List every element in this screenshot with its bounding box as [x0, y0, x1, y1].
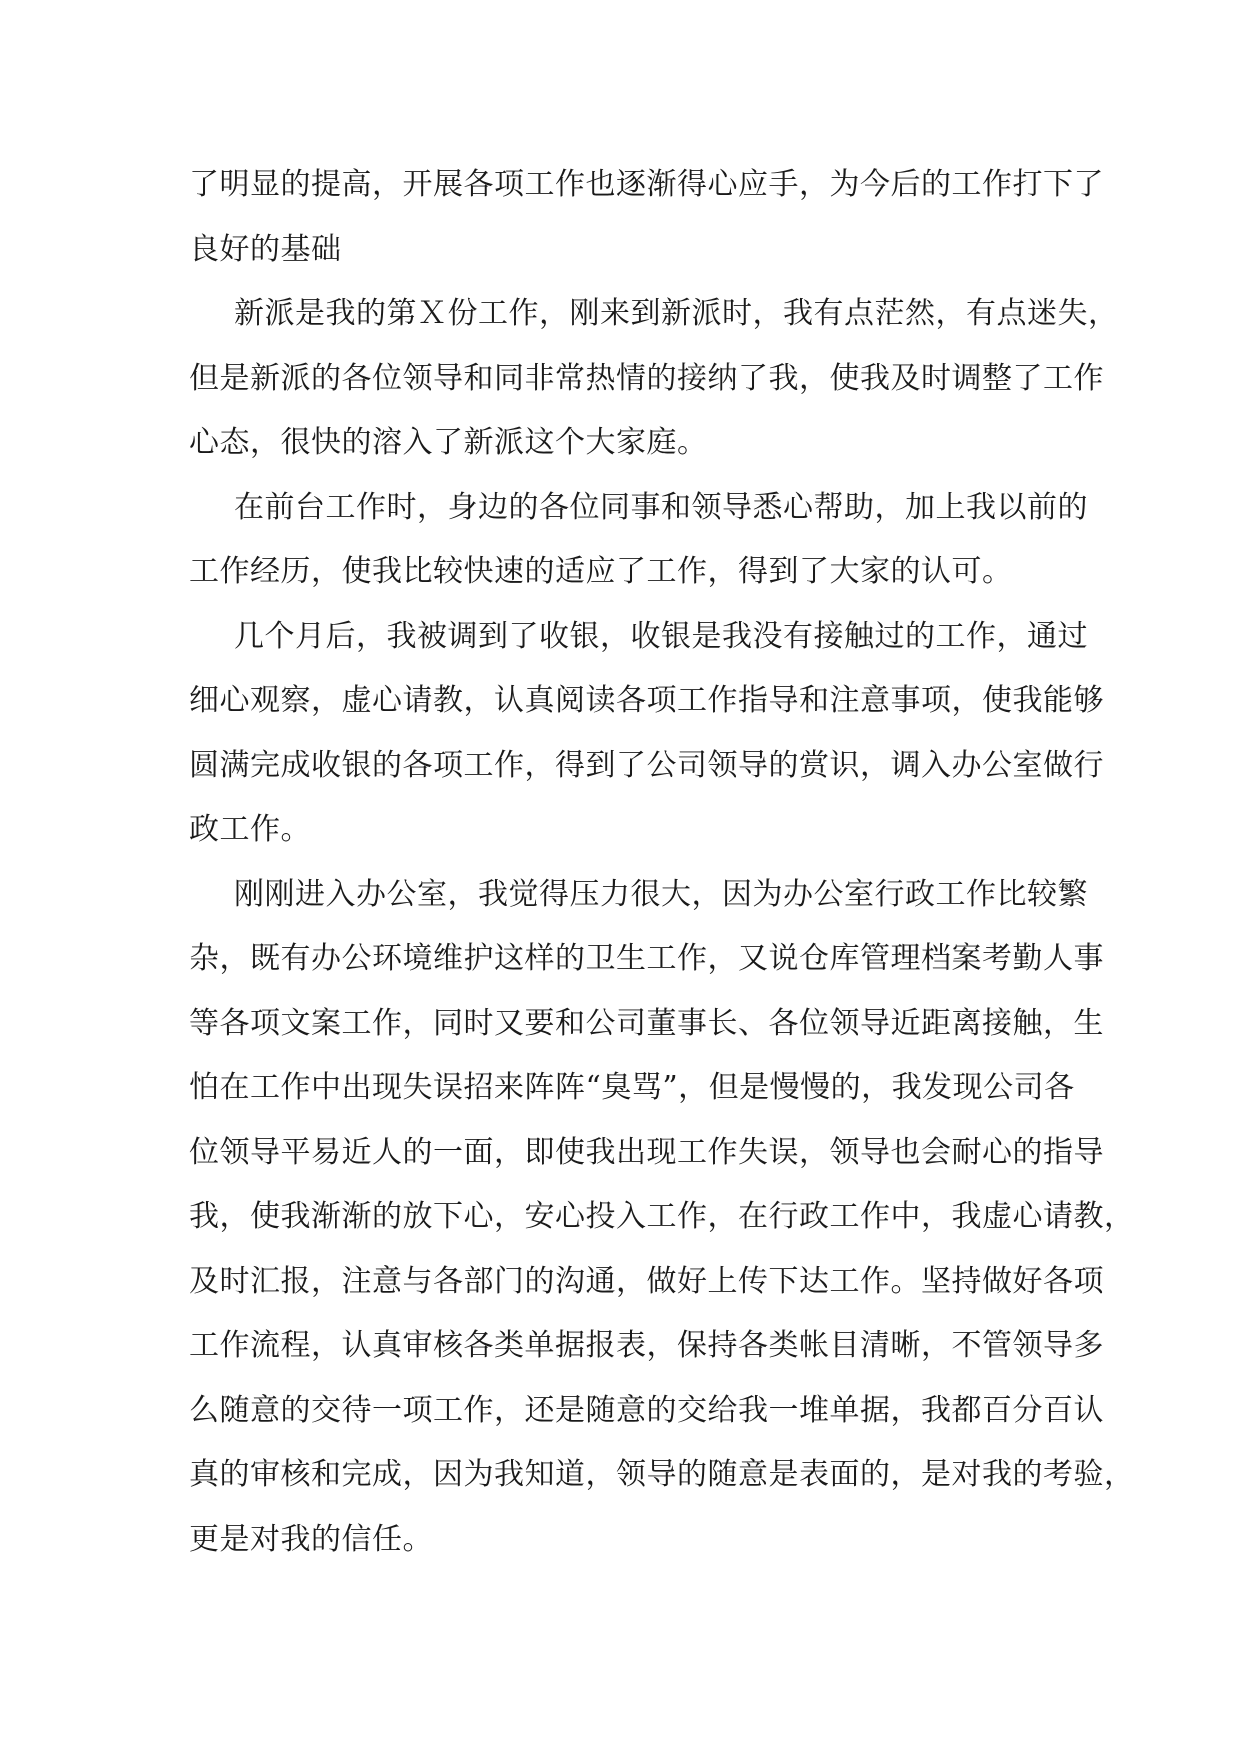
document-body: [189, 153, 1135, 1572]
text-line: 良好的基础: [189, 231, 342, 267]
text-line: 但是新派的各位领导和同非常热情的接纳了我，使我及时调整了工作: [189, 360, 1104, 396]
text-line: 杂，既有办公环境维护这样的卫生工作，又说仓库管理档案考勤人事: [189, 941, 1104, 976]
text-line: 新派是我的第Ｘ份工作，刚来到新派时，我有点茫然，有点迷失，: [234, 296, 1119, 331]
text-line: 么随意的交待一项工作，还是随意的交给我一堆单据，我都百分百认: [189, 1392, 1104, 1428]
text-line: 更是对我的信任。: [189, 1521, 433, 1557]
text-line: 几个月后，我被调到了收银，收银是我没有接触过的工作，通过: [234, 618, 1088, 654]
paragraph-front-desk: [189, 476, 1088, 605]
text-line: 圆满完成收银的各项工作，得到了公司领导的赏识，调入办公室做行: [189, 747, 1104, 783]
paragraph-new-job: [189, 282, 1119, 476]
paragraph-office: [189, 863, 1135, 1573]
text-line: 政工作。: [189, 812, 311, 847]
text-line: 我，使我渐渐的放下心，安心投入工作，在行政工作中，我虚心请教，: [189, 1199, 1135, 1234]
text-line: 了明显的提高，开展各项工作也逐渐得心应手，为今后的工作打下了: [189, 167, 1104, 202]
text-line: 及时汇报，注意与各部门的沟通，做好上传下达工作。坚持做好各项: [189, 1263, 1104, 1299]
text-line: 心态，很快的溶入了新派这个大家庭。: [189, 425, 708, 460]
paragraph-cashier: [189, 605, 1104, 863]
text-line: 真的审核和完成，因为我知道，领导的随意是表面的，是对我的考验，: [189, 1457, 1135, 1492]
text-line: 工作经历，使我比较快速的适应了工作，得到了大家的认可。: [189, 554, 1013, 589]
text-line: 在前台工作时，身边的各位同事和领导悉心帮助，加上我以前的: [234, 489, 1088, 525]
text-line: 工作流程，认真审核各类单据报表，保持各类帐目清晰，不管领导多: [189, 1328, 1104, 1363]
text-line: 细心观察，虚心请教，认真阅读各项工作指导和注意事项，使我能够: [189, 683, 1104, 718]
text-line: 怕在工作中出现失误招来阵阵“臭骂”，但是慢慢的，我发现公司各: [189, 1070, 1075, 1105]
text-line: 位领导平易近人的一面，即使我出现工作失误，领导也会耐心的指导: [189, 1134, 1104, 1170]
text-line: 等各项文案工作，同时又要和公司董事长、各位领导近距离接触，生: [189, 1005, 1104, 1041]
text-line: 刚刚进入办公室，我觉得压力很大，因为办公室行政工作比较繁: [234, 876, 1088, 912]
paragraph-continued: [189, 153, 1104, 282]
